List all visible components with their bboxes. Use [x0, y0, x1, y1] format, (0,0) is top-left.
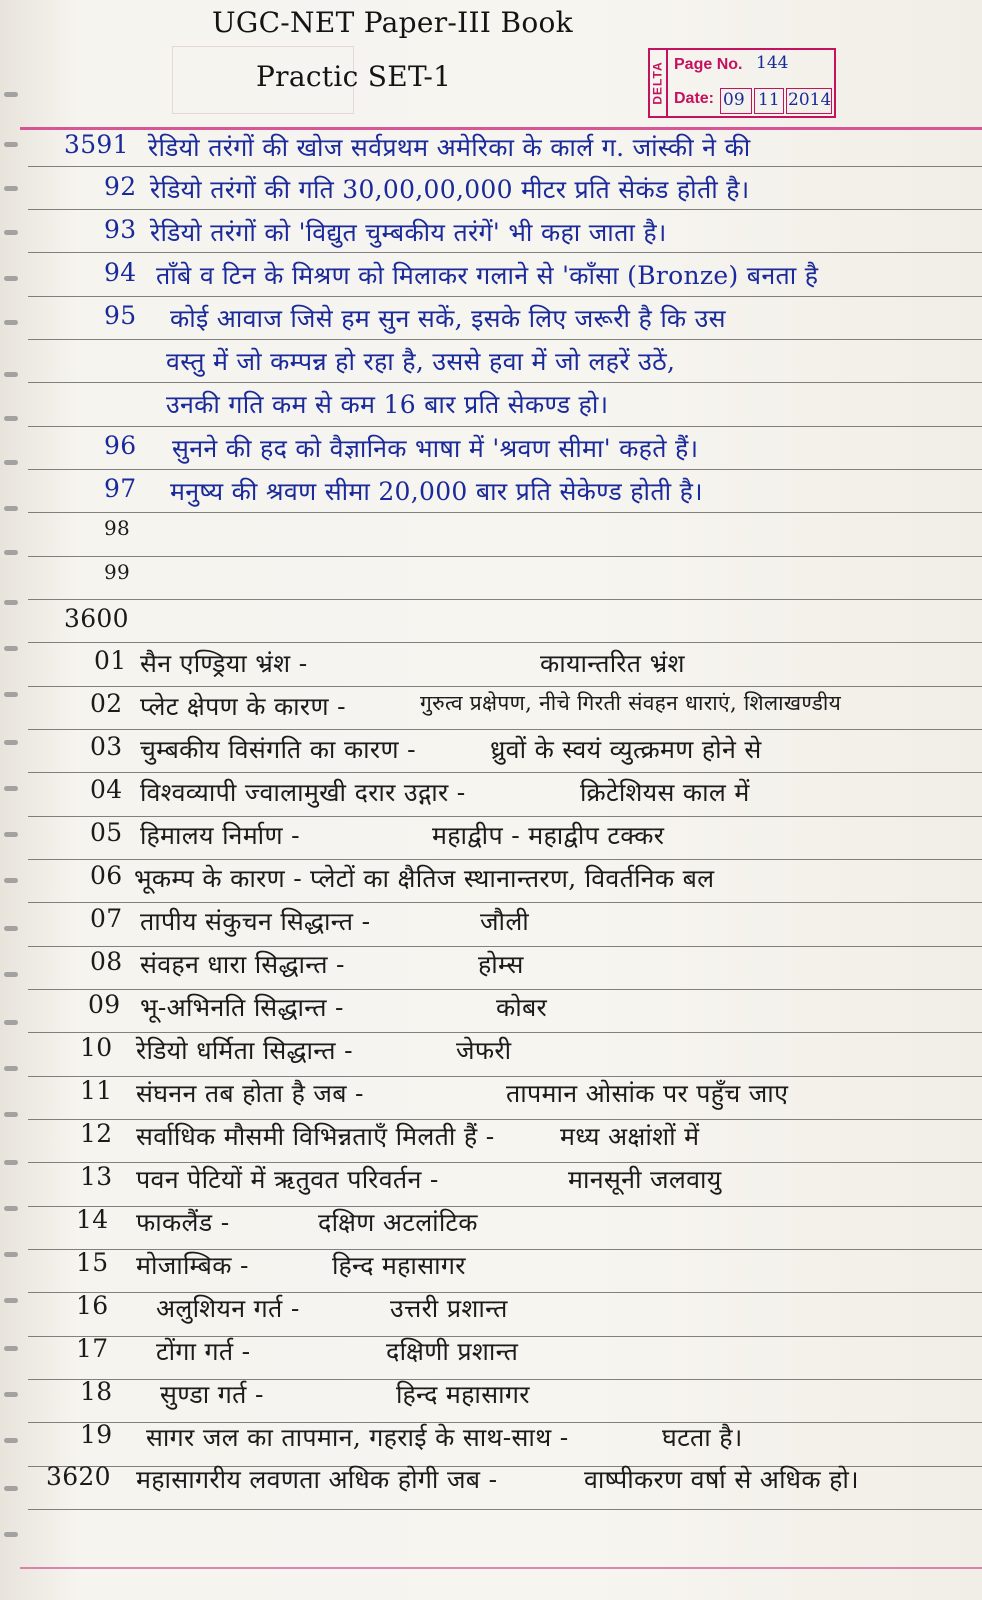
- entry-number: 11: [80, 1076, 113, 1105]
- date-month: 11: [758, 90, 780, 110]
- entry-number: 15: [76, 1248, 109, 1277]
- entry-number: 94: [104, 258, 137, 287]
- page-no-label: Page No.: [674, 56, 743, 73]
- date-day: 09: [723, 90, 745, 110]
- entry-text: सर्वाधिक मौसमी विभिन्नताएँ मिलती हैं -: [136, 1122, 495, 1151]
- entry-answer: वाष्पीकरण वर्षा से अधिक हो।: [584, 1465, 859, 1494]
- entry-text: विश्वव्यापी ज्वालामुखी दरार उद्गार -: [140, 778, 466, 807]
- entry-text: प्लेट क्षेपण के कारण -: [140, 692, 346, 721]
- entry-number: 03: [90, 732, 123, 761]
- entry-text: सैन एण्ड्रिया भ्रंश -: [140, 649, 308, 678]
- entry-answer: कायान्तरित भ्रंश: [540, 649, 685, 678]
- entry-text-continued: उनकी गति कम से कम 16 बार प्रति सेकण्ड हो।: [166, 390, 609, 419]
- entry-answer: तापमान ओसांक पर पहुँच जाए: [506, 1079, 789, 1108]
- page-subtitle: Practic SET-1: [256, 60, 452, 93]
- entry-number: 10: [80, 1033, 113, 1062]
- entry-answer: गुरुत्व प्रक्षेपण, नीचे गिरती संवहन धाराएं, शिलाखण्डीय: [420, 691, 842, 715]
- entry-text: सागर जल का तापमान, गहराई के साथ-साथ -: [146, 1423, 569, 1452]
- entry-text: रेडियो तरंगों की गति 30,00,00,000 मीटर प्रति सेकंड होती है।: [150, 175, 750, 204]
- entry-answer: दक्षिण अटलांटिक: [318, 1208, 478, 1237]
- entry-text: सुण्डा गर्त -: [160, 1380, 264, 1409]
- entry-number: 06: [90, 861, 123, 890]
- entry-number: 3620: [46, 1462, 111, 1491]
- entry-text: संघनन तब होता है जब -: [136, 1079, 364, 1108]
- entry-answer: उत्तरी प्रशान्त: [390, 1294, 508, 1323]
- entry-number: 98: [104, 516, 131, 540]
- entry-number: 19: [80, 1420, 113, 1449]
- entry-number: 17: [76, 1334, 109, 1363]
- entry-text: भू-अभिनति सिद्धान्त -: [140, 993, 344, 1022]
- entry-text: मोजाम्बिक -: [136, 1251, 249, 1280]
- entry-answer: मध्य अक्षांशों में: [560, 1122, 700, 1151]
- entry-number: 12: [80, 1119, 113, 1148]
- entry-number: 97: [104, 474, 137, 503]
- entry-text: संवहन धारा सिद्धान्त -: [140, 950, 345, 979]
- entry-number: 93: [104, 215, 137, 244]
- entry-answer: क्रिटेशियस काल में: [580, 778, 750, 807]
- entry-text: तापीय संकुचन सिद्धान्त -: [140, 907, 371, 936]
- entry-text: हिमालय निर्माण -: [140, 821, 300, 850]
- entry-answer: जौली: [480, 907, 530, 936]
- entry-number: 3600: [64, 604, 129, 633]
- date-year: 2014: [788, 90, 832, 110]
- entry-number: 08: [90, 947, 123, 976]
- entry-text: भूकम्प के कारण -: [134, 864, 303, 893]
- entry-text-continued: वस्तु में जो कम्पन्न हो रहा है, उससे हवा में जो लहरें उठें,: [166, 347, 676, 376]
- entry-text: रेडियो धर्मिता सिद्धान्त -: [136, 1036, 353, 1065]
- entry-text: पवन पेटियों में ऋतुवत परिवर्तन -: [136, 1165, 439, 1194]
- entry-text: अलुशियन गर्त -: [156, 1294, 300, 1323]
- entry-number: 3591: [64, 130, 129, 159]
- entry-number: 18: [80, 1377, 113, 1406]
- page-date-stamp: [648, 48, 836, 118]
- stamp-brand: DELTA: [650, 50, 668, 116]
- page-title: UGC-NET Paper-III Book: [212, 6, 573, 39]
- entry-text: फाकलैंड -: [136, 1208, 230, 1237]
- entry-answer: मानसूनी जलवायु: [568, 1165, 722, 1194]
- entry-text: रेडियो तरंगों को 'विद्युत चुम्बकीय तरंगें' भी कहा जाता है।: [150, 218, 667, 247]
- binder-holes: [0, 0, 24, 1600]
- entry-answer: होम्स: [478, 950, 524, 979]
- entry-answer: ध्रुवों के स्वयं व्युत्क्रमण होने से: [490, 735, 762, 764]
- entry-text: कोई आवाज जिसे हम सुन सकें, इसके लिए जरूरी है कि उस: [170, 304, 726, 333]
- entry-answer: जेफरी: [456, 1036, 512, 1065]
- entry-number: 95: [104, 301, 137, 330]
- entry-answer: दक्षिणी प्रशान्त: [386, 1337, 519, 1366]
- entry-answer: महाद्वीप - महाद्वीप टक्कर: [432, 821, 665, 850]
- entry-answer: प्लेटों का क्षैतिज स्थानान्तरण, विवर्तनिक बल: [310, 864, 715, 893]
- entry-text: टोंगा गर्त -: [156, 1337, 251, 1366]
- entry-text: रेडियो तरंगों की खोज सर्वप्रथम अमेरिका के कार्ल ग. जांस्की ने की: [148, 133, 751, 162]
- entry-text: मनुष्य की श्रवण सीमा 20,000 बार प्रति सेकेण्ड होती है।: [170, 477, 703, 506]
- entry-number: 04: [90, 775, 123, 804]
- entry-answer: हिन्द महासागर: [332, 1251, 466, 1280]
- entry-number: 05: [90, 818, 123, 847]
- entry-number: 09: [88, 990, 121, 1019]
- entry-answer: हिन्द महासागर: [396, 1380, 530, 1409]
- entry-text: सुनने की हद को वैज्ञानिक भाषा में 'श्रवण सीमा' कहते हैं।: [172, 434, 699, 463]
- entry-text: चुम्बकीय विसंगति का कारण -: [140, 735, 416, 764]
- entry-text: ताँबे व टिन के मिश्रण को मिलाकर गलाने से 'काँसा (Bronze) बनता है: [156, 261, 819, 290]
- entry-answer: कोबर: [496, 993, 548, 1022]
- entry-number: 07: [90, 904, 123, 933]
- page-no-value: 144: [756, 53, 789, 73]
- entry-number: 16: [76, 1291, 109, 1320]
- entry-number: 01: [94, 646, 127, 675]
- entry-answer: घटता है।: [662, 1423, 743, 1452]
- entry-number: 02: [90, 689, 123, 718]
- entry-number: 13: [80, 1162, 113, 1191]
- footer-margin-line: [20, 1567, 982, 1569]
- entry-number: 92: [104, 172, 137, 201]
- date-label: Date:: [674, 90, 715, 107]
- entry-number: 96: [104, 431, 137, 460]
- entry-number: 99: [104, 560, 131, 584]
- entry-number: 14: [76, 1205, 109, 1234]
- entry-text: महासागरीय लवणता अधिक होगी जब -: [136, 1465, 498, 1494]
